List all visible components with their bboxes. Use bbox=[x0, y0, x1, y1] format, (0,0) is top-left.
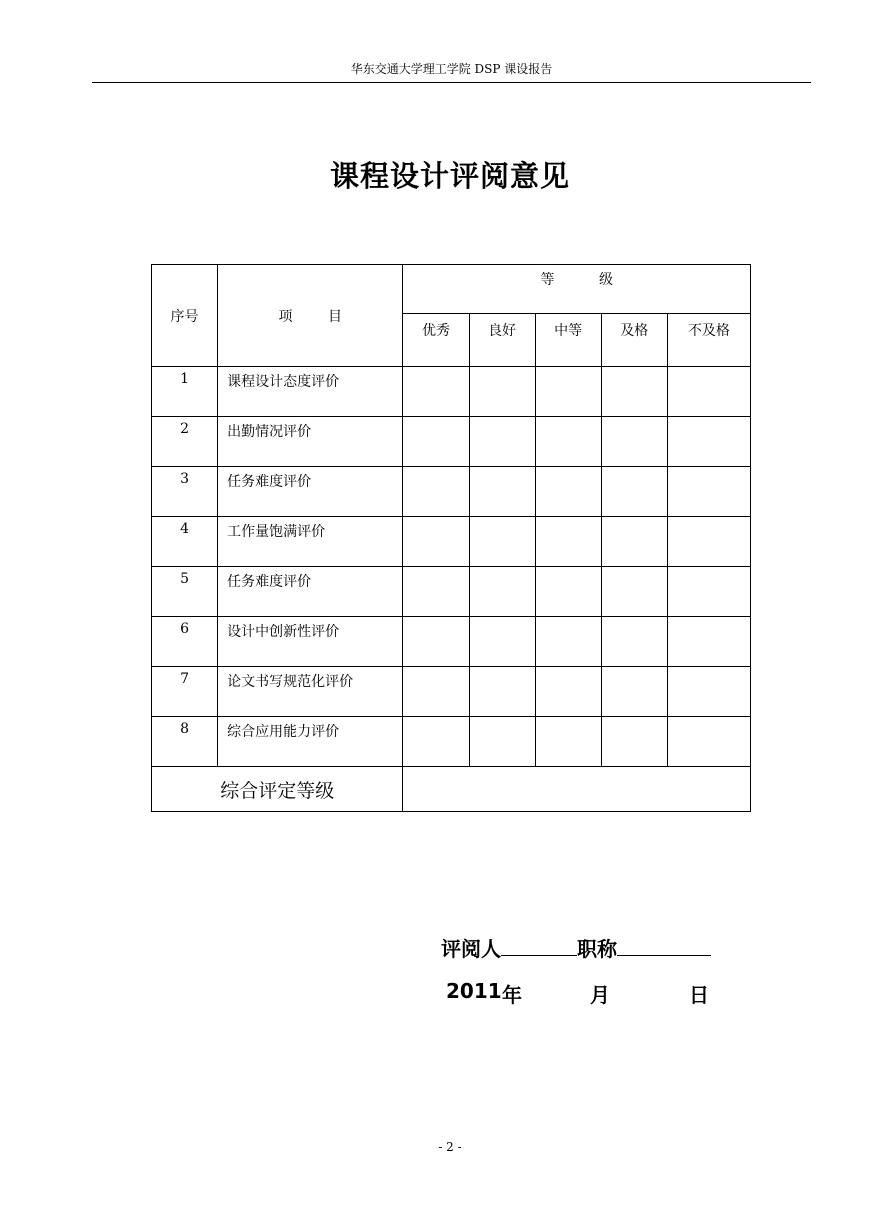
table-row bbox=[152, 667, 751, 717]
year-label: 年 bbox=[502, 983, 522, 1007]
reviewer-blank[interactable] bbox=[501, 937, 577, 956]
row-seq: 6 bbox=[152, 617, 218, 667]
row-seq: 3 bbox=[152, 467, 218, 517]
grade-cell[interactable] bbox=[667, 467, 750, 517]
row-seq: 7 bbox=[152, 667, 218, 717]
grade-header-pass: 及格 bbox=[601, 314, 667, 367]
grade-cell[interactable] bbox=[403, 567, 469, 617]
grade-cell[interactable] bbox=[469, 467, 535, 517]
grade-cell[interactable] bbox=[469, 617, 535, 667]
date-year: 2011 bbox=[446, 979, 502, 1003]
row-item: 任务难度评价 bbox=[218, 467, 403, 517]
evaluation-table bbox=[151, 264, 751, 812]
column-header-item: 项 目 bbox=[218, 265, 403, 367]
row-item: 出勤情况评价 bbox=[218, 417, 403, 467]
grade-cell[interactable] bbox=[535, 567, 601, 617]
row-item: 论文书写规范化评价 bbox=[218, 667, 403, 717]
grade-cell[interactable] bbox=[535, 367, 601, 417]
grade-cell[interactable] bbox=[601, 717, 667, 767]
grade-cell[interactable] bbox=[535, 617, 601, 667]
row-item: 课程设计态度评价 bbox=[218, 367, 403, 417]
grade-cell[interactable] bbox=[469, 667, 535, 717]
page-number: - 2 - bbox=[438, 1140, 462, 1154]
grade-cell[interactable] bbox=[535, 417, 601, 467]
grade-cell[interactable] bbox=[469, 567, 535, 617]
grade-cell[interactable] bbox=[403, 367, 469, 417]
table-row bbox=[152, 517, 751, 567]
grade-cell[interactable] bbox=[535, 717, 601, 767]
grade-cell[interactable] bbox=[667, 717, 750, 767]
row-seq: 1 bbox=[152, 367, 218, 417]
grade-header-excellent: 优秀 bbox=[403, 314, 469, 367]
row-item: 设计中创新性评价 bbox=[218, 617, 403, 667]
grade-cell[interactable] bbox=[403, 617, 469, 667]
table-row bbox=[152, 567, 751, 617]
row-item: 任务难度评价 bbox=[218, 567, 403, 617]
grade-cell[interactable] bbox=[403, 467, 469, 517]
table-row bbox=[152, 717, 751, 767]
grade-header-good: 良好 bbox=[469, 314, 535, 367]
row-seq: 5 bbox=[152, 567, 218, 617]
title-blank[interactable] bbox=[617, 937, 711, 956]
grade-cell[interactable] bbox=[403, 667, 469, 717]
page-header: 华东交通大学理工学院 DSP 课设报告 bbox=[92, 60, 811, 83]
grade-cell[interactable] bbox=[469, 417, 535, 467]
grade-cell[interactable] bbox=[601, 567, 667, 617]
grade-cell[interactable] bbox=[535, 467, 601, 517]
summary-grade-cell[interactable] bbox=[403, 767, 751, 812]
row-seq: 8 bbox=[152, 717, 218, 767]
column-header-seq: 序号 bbox=[152, 265, 218, 367]
table-row bbox=[152, 367, 751, 417]
column-header-grade-group: 等 级 bbox=[403, 265, 751, 314]
grade-cell[interactable] bbox=[667, 667, 750, 717]
grade-cell[interactable] bbox=[535, 517, 601, 567]
reviewer-line bbox=[441, 933, 711, 962]
grade-cell[interactable] bbox=[469, 717, 535, 767]
title-label: 职称 bbox=[577, 937, 617, 961]
row-item: 工作量饱满评价 bbox=[218, 517, 403, 567]
grade-cell[interactable] bbox=[601, 667, 667, 717]
grade-cell[interactable] bbox=[667, 567, 750, 617]
table-row bbox=[152, 617, 751, 667]
grade-cell[interactable] bbox=[601, 617, 667, 667]
grade-cell[interactable] bbox=[601, 367, 667, 417]
grade-cell[interactable] bbox=[667, 517, 750, 567]
grade-cell[interactable] bbox=[469, 517, 535, 567]
grade-cell[interactable] bbox=[601, 467, 667, 517]
grade-cell[interactable] bbox=[601, 517, 667, 567]
grade-cell[interactable] bbox=[403, 417, 469, 467]
grade-cell[interactable] bbox=[667, 367, 750, 417]
row-seq: 2 bbox=[152, 417, 218, 467]
grade-cell[interactable] bbox=[403, 517, 469, 567]
grade-header-medium: 中等 bbox=[535, 314, 601, 367]
row-seq: 4 bbox=[152, 517, 218, 567]
grade-cell[interactable] bbox=[403, 717, 469, 767]
reviewer-label: 评阅人 bbox=[441, 937, 501, 961]
grade-cell[interactable] bbox=[535, 667, 601, 717]
summary-label: 综合评定等级 bbox=[152, 767, 403, 812]
grade-cell[interactable] bbox=[469, 367, 535, 417]
grade-cell[interactable] bbox=[667, 417, 750, 467]
grade-cell[interactable] bbox=[667, 617, 750, 667]
grade-header-fail: 不及格 bbox=[667, 314, 750, 367]
table-row bbox=[152, 467, 751, 517]
month-label: 月 bbox=[590, 983, 610, 1007]
grade-cell[interactable] bbox=[601, 417, 667, 467]
day-label: 日 bbox=[689, 983, 709, 1007]
row-item: 综合应用能力评价 bbox=[218, 717, 403, 767]
page-title: 课程设计评阅意见 bbox=[329, 159, 570, 193]
table-row bbox=[152, 417, 751, 467]
